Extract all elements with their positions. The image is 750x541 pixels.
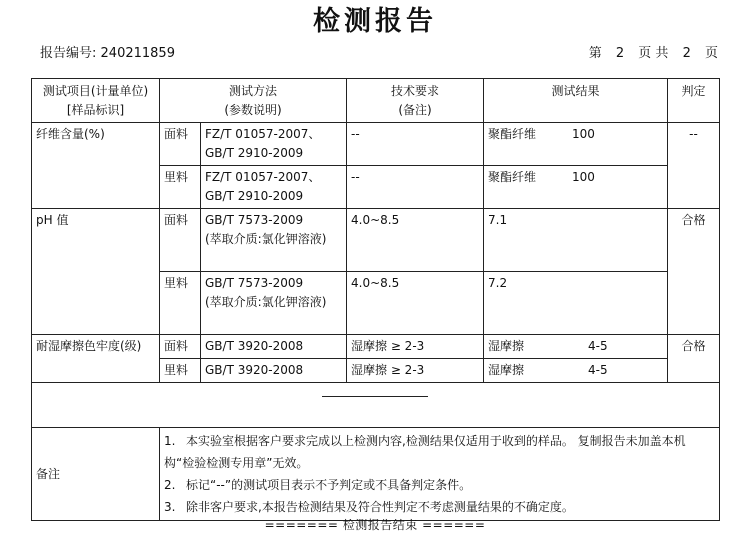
notes-label: 备注 (32, 428, 160, 521)
divider-line (322, 396, 428, 397)
ph-lining-result: 7.2 (484, 272, 668, 335)
req-header-line1: 技术要求 (390, 84, 439, 98)
rub-lining-method: GB/T 3920-2008 (201, 359, 347, 383)
item-header-line1: 测试项目(计量单位) (42, 84, 149, 98)
report-end-marker: ======= 检测报告结束 ====== (264, 518, 486, 532)
ph-lining-method-note: (萃取介质:氯化钾溶液) (205, 295, 327, 309)
method-header-line1: 测试方法 (228, 84, 277, 98)
note-text: 除非客户要求,本报告检测结果及符合性判定不考虑测量结果的不确定度。 (186, 500, 574, 514)
fiber-lining-part: 里料 (160, 166, 201, 209)
rub-lining-result (484, 359, 668, 383)
page-prefix: 第 (588, 46, 602, 61)
table-row (32, 209, 720, 272)
note-item (164, 474, 715, 496)
item-header-line2: [样品标识] (66, 103, 125, 117)
note-number: 1. (164, 434, 176, 448)
fiber-lining-result-value: 100 (572, 170, 595, 184)
table-row (32, 123, 720, 166)
rub-face-method: GB/T 3920-2008 (201, 335, 347, 359)
page-suffix: 页 (704, 46, 718, 61)
ph-face-requirement: 4.0~8.5 (347, 209, 484, 272)
fiber-lining-method: FZ/T 01057-2007、GB/T 2910-2009 (201, 166, 347, 209)
ph-item-name: pH 值 (32, 209, 160, 335)
column-header-judgement: 判定 (668, 79, 720, 123)
note-number: 2. (164, 478, 176, 492)
blank-cell (32, 383, 720, 428)
ph-lining-method (201, 272, 347, 335)
note-number: 3. (164, 500, 176, 514)
rub-face-result-label: 湿摩擦 (488, 339, 525, 353)
fiber-lining-result (484, 166, 668, 209)
rub-face-part: 面料 (160, 335, 201, 359)
rub-lining-result-label: 湿摩擦 (488, 363, 525, 377)
column-header-result: 测试结果 (484, 79, 668, 123)
report-number (40, 45, 175, 63)
req-header-line2: (备注) (398, 103, 432, 117)
ph-face-method-note: (萃取介质:氯化钾溶液) (205, 232, 327, 246)
page-indicator (589, 45, 718, 63)
fiber-face-result (484, 123, 668, 166)
notes-row (32, 428, 720, 521)
rub-lining-requirement: 湿摩擦 ≥ 2-3 (347, 359, 484, 383)
blank-row (32, 383, 720, 428)
table-row (32, 335, 720, 359)
fiber-lining-requirement: -- (347, 166, 484, 209)
ph-face-method (201, 209, 347, 272)
rub-item-name: 耐湿摩擦色牢度(级) (32, 335, 160, 383)
ph-lining-method-standard: GB/T 7573-2009 (205, 276, 304, 290)
report-number-label: 报告编号: (40, 46, 97, 61)
fiber-face-requirement: -- (347, 123, 484, 166)
ph-judgement: 合格 (668, 209, 720, 335)
rub-face-result-value: 4-5 (588, 339, 608, 353)
note-text: 标记“--”的测试项目表示不予判定或不具备判定条件。 (186, 478, 472, 492)
ph-lining-part: 里料 (160, 272, 201, 335)
ph-lining-requirement: 4.0~8.5 (347, 272, 484, 335)
note-item (164, 496, 715, 518)
rub-lining-result-value: 4-5 (588, 363, 608, 377)
fiber-face-part: 面料 (160, 123, 201, 166)
column-header-item (32, 79, 160, 123)
rub-judgement: 合格 (668, 335, 720, 383)
ph-face-part: 面料 (160, 209, 201, 272)
method-header-line2: (参数说明) (224, 103, 282, 117)
note-item (164, 430, 715, 474)
page-mid: 页 共 (638, 46, 669, 61)
page-total: 2 (682, 46, 691, 61)
ph-face-result: 7.1 (484, 209, 668, 272)
report-title: 检测报告 (313, 6, 437, 37)
fiber-face-result-value: 100 (572, 127, 595, 141)
table-header-row (32, 79, 720, 123)
fiber-judgement: -- (668, 123, 720, 209)
fiber-lining-result-label: 聚酯纤维 (488, 170, 537, 184)
page-current: 2 (615, 46, 625, 61)
notes-content (160, 428, 720, 521)
test-results-table (31, 78, 720, 521)
fiber-face-result-label: 聚酯纤维 (488, 127, 537, 141)
fiber-face-method: FZ/T 01057-2007、GB/T 2910-2009 (201, 123, 347, 166)
rub-lining-part: 里料 (160, 359, 201, 383)
rub-face-result (484, 335, 668, 359)
column-header-requirement (347, 79, 484, 123)
note-text: 本实验室根据客户要求完成以上检测内容,检测结果仅适用于收到的样品。 复制报告未加盖本机构“检验检测专用章”无效。 (164, 434, 686, 470)
fiber-item-name: 纤维含量(%) (32, 123, 160, 209)
rub-face-requirement: 湿摩擦 ≥ 2-3 (347, 335, 484, 359)
report-number-value: 240211859 (100, 46, 175, 61)
ph-face-method-standard: GB/T 7573-2009 (205, 213, 304, 227)
column-header-method (160, 79, 347, 123)
